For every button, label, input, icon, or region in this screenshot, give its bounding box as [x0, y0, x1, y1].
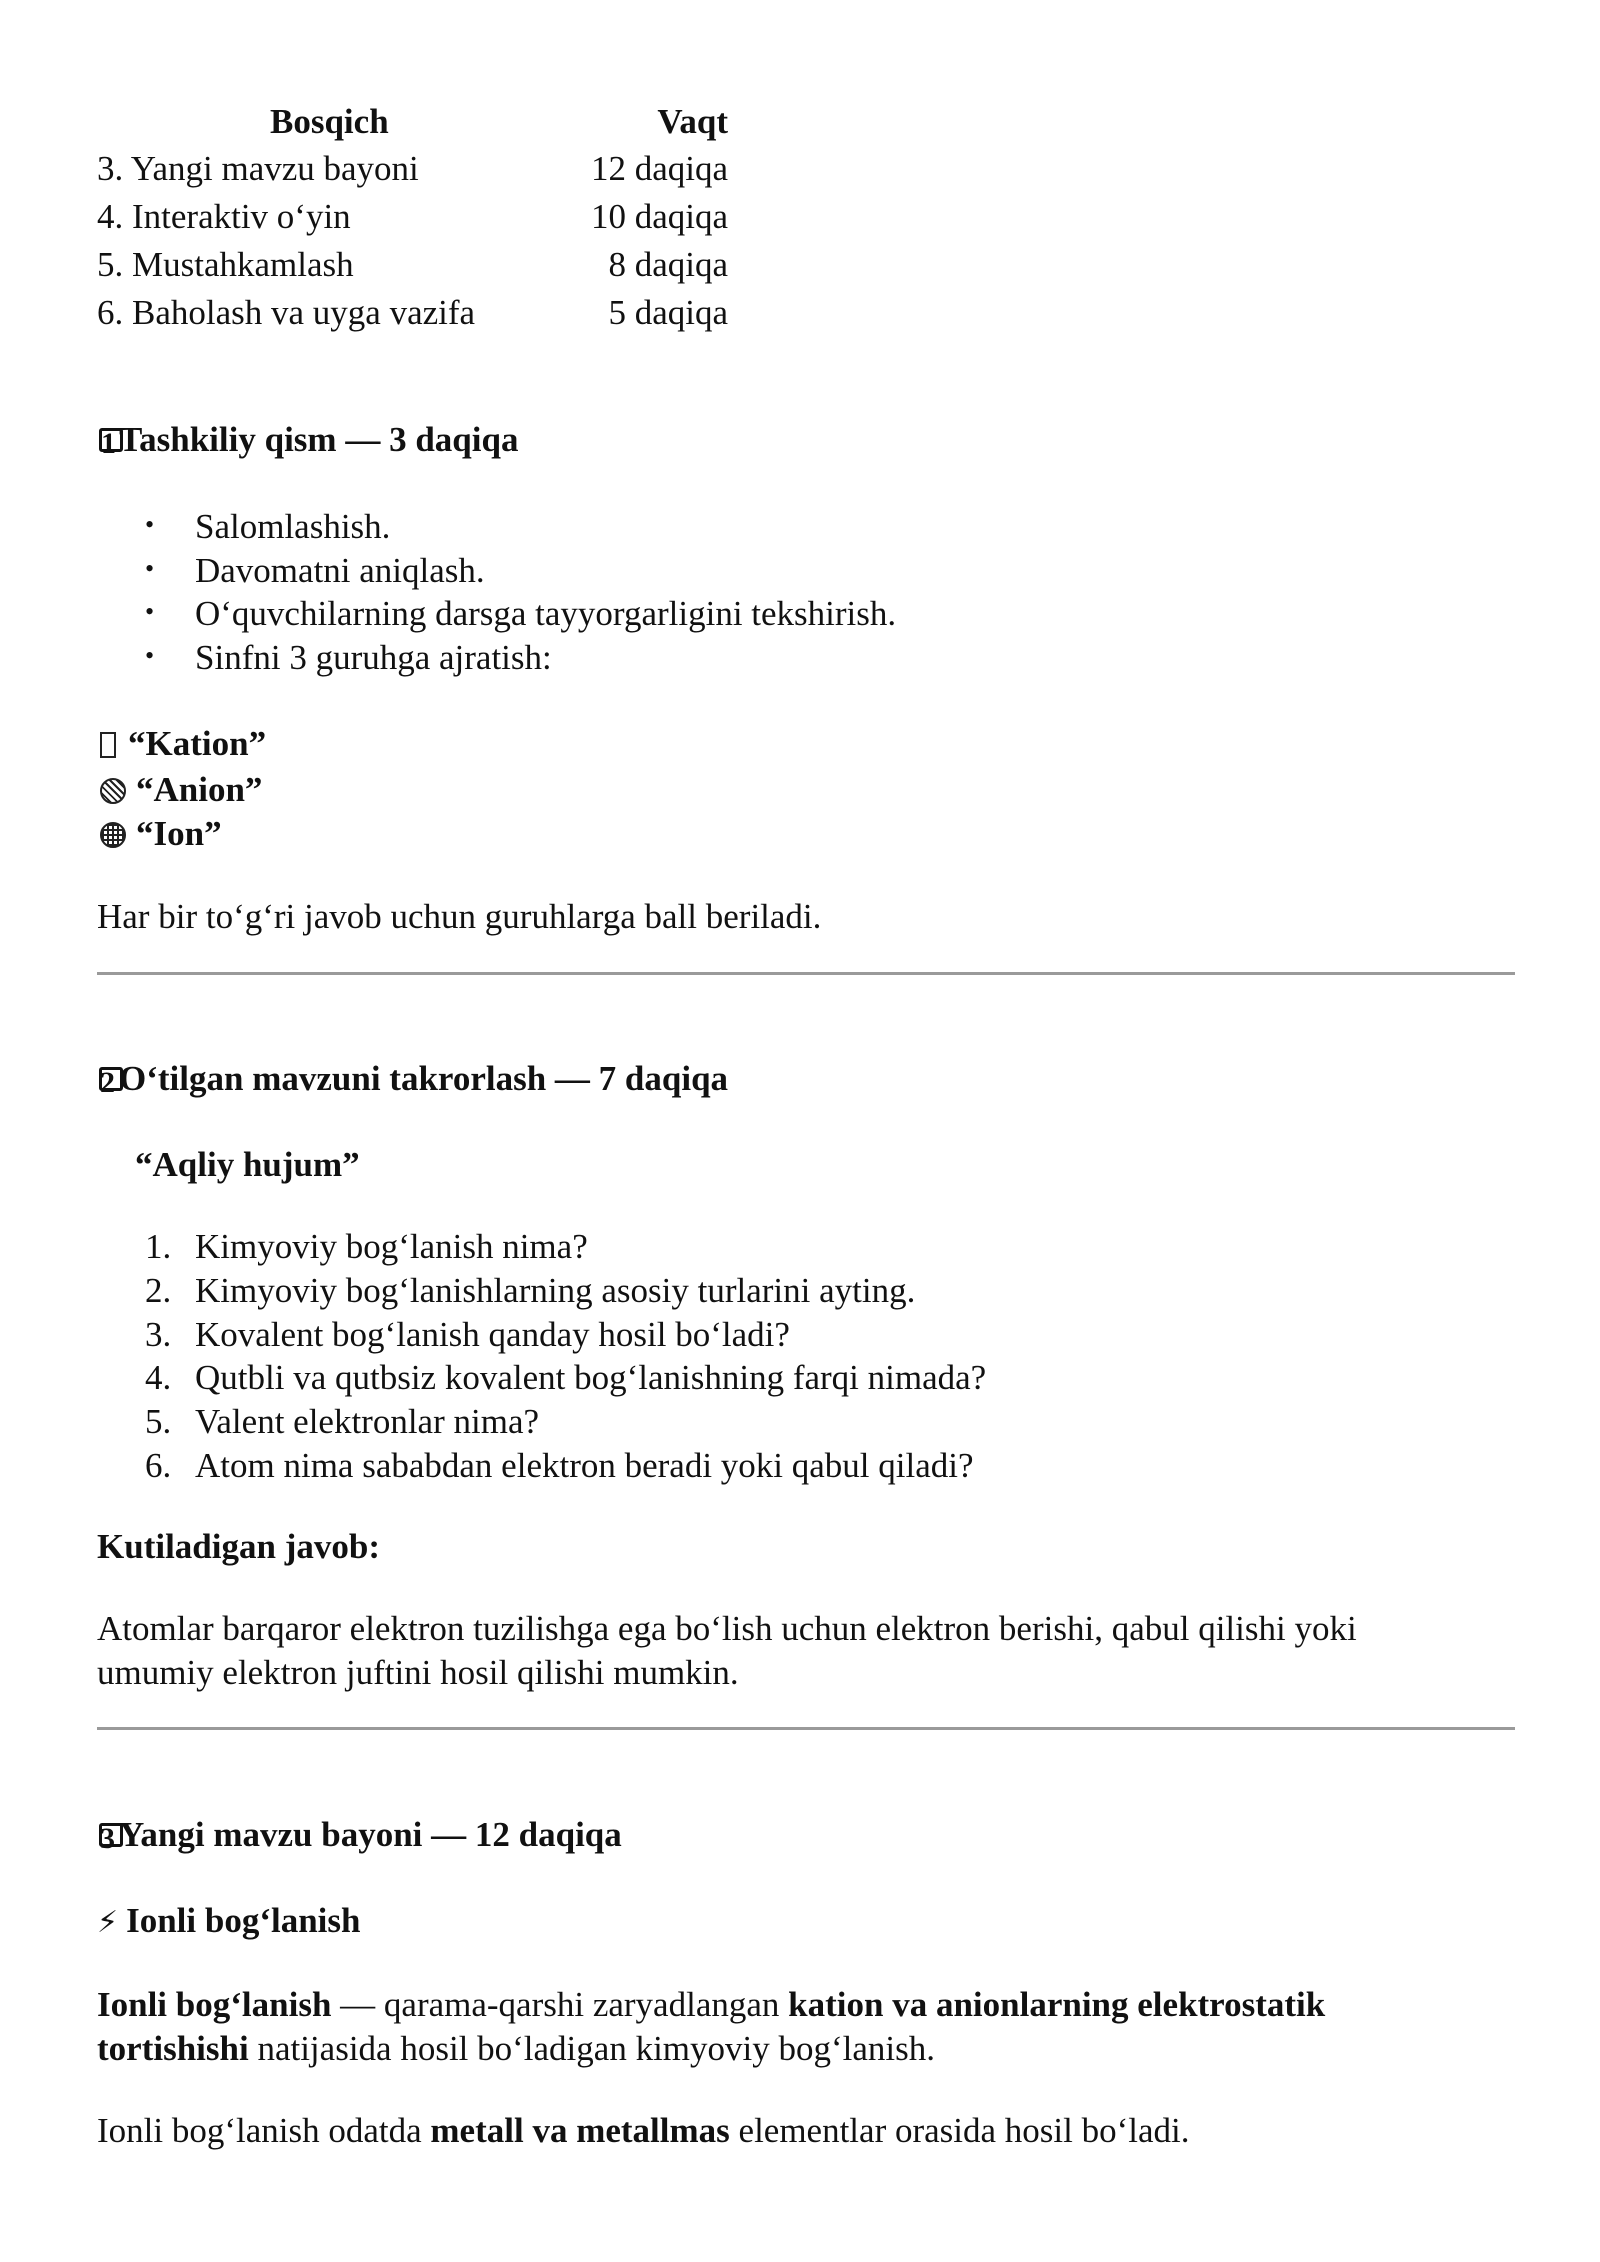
- list-item: 5. Valent elektronlar nima?: [145, 1402, 540, 1441]
- definition-line-1: Ionli bog‘lanish — qarama-qarshi zaryadlangan kation va anionlarning elektrostatik: [97, 1985, 1326, 2024]
- column-header-time: Vaqt: [657, 102, 728, 141]
- list-item: 1. Kimyoviy bog‘lanish nima?: [145, 1227, 588, 1266]
- section-heading-2: 2 O‘tilgan mavzuni takrorlash — 7 daqiqa: [97, 1057, 728, 1101]
- section1-note: Har bir to‘g‘ri javob uchun guruhlarga ball beriladi.: [97, 897, 822, 936]
- method-title: “Aqliy hujum”: [135, 1145, 360, 1184]
- table-row-stage: 6. Baholash va uyga vazifa: [97, 293, 476, 332]
- column-header-stage: Bosqich: [270, 102, 389, 141]
- group-anion: “Anion”: [100, 768, 262, 812]
- paragraph: Ionli bog‘lanish odatda metall va metallmas elementlar orasida hosil bo‘ladi.: [97, 2111, 1190, 2150]
- missing-glyph-icon: [100, 732, 116, 758]
- answer-label: Kutiladigan javob:: [97, 1527, 380, 1566]
- list-item: 3. Kovalent bog‘lanish qanday hosil bo‘ladi?: [145, 1315, 790, 1354]
- group-ion: “Ion”: [100, 812, 222, 856]
- definition-line-2: tortishishi natijasida hosil bo‘ladigan kimyoviy bog‘lanish.: [97, 2029, 935, 2068]
- keycap-two-icon: 2: [97, 1064, 125, 1094]
- answer-text-line: umumiy elektron juftini hosil qilishi mumkin.: [97, 1653, 739, 1692]
- group-kation: “Kation”: [100, 722, 266, 766]
- list-item: 6. Atom nima sababdan elektron beradi yoki qabul qiladi?: [145, 1446, 974, 1485]
- grid-circle-icon: [100, 822, 126, 848]
- list-item: 2. Kimyoviy bog‘lanishlarning asosiy turlarini ayting.: [145, 1271, 916, 1310]
- list-item: 4. Qutbli va qutbsiz kovalent bog‘lanishning farqi nimada?: [145, 1358, 987, 1397]
- list-item: • O‘quvchilarning darsga tayyorgarligini tekshirish.: [145, 594, 897, 633]
- table-row-stage: 5. Mustahkamlash: [97, 245, 354, 284]
- hatched-circle-icon: [100, 778, 126, 804]
- table-row-time: 10 daqiqa: [590, 197, 728, 236]
- list-item: • Sinfni 3 guruhga ajratish:: [145, 638, 552, 677]
- keycap-one-icon: 1: [97, 425, 125, 455]
- list-item: • Salomlashish.: [145, 507, 391, 546]
- table-row-stage: 3. Yangi mavzu bayoni: [97, 149, 419, 188]
- list-item: • Davomatni aniqlash.: [145, 551, 485, 590]
- section-heading-1: 1 Tashkiliy qism — 3 daqiqa: [97, 418, 518, 462]
- table-row-time: 8 daqiqa: [608, 245, 728, 284]
- divider: [97, 1727, 1515, 1730]
- table-row-time: 5 daqiqa: [608, 293, 728, 332]
- section-heading-3: 3 Yangi mavzu bayoni — 12 daqiqa: [97, 1813, 622, 1857]
- divider: [97, 972, 1515, 975]
- answer-text-line: Atomlar barqaror elektron tuzilishga ega bo‘lish uchun elektron berishi, qabul qilishi yoki: [97, 1609, 1357, 1648]
- lightning-icon: ⚡: [97, 1905, 119, 1940]
- table-row-stage: 4. Interaktiv o‘yin: [97, 197, 351, 236]
- table-row-time: 12 daqiqa: [590, 149, 728, 188]
- keycap-three-icon: 3: [97, 1820, 125, 1850]
- subheading: ⚡ Ionli bog‘lanish: [97, 1901, 361, 1940]
